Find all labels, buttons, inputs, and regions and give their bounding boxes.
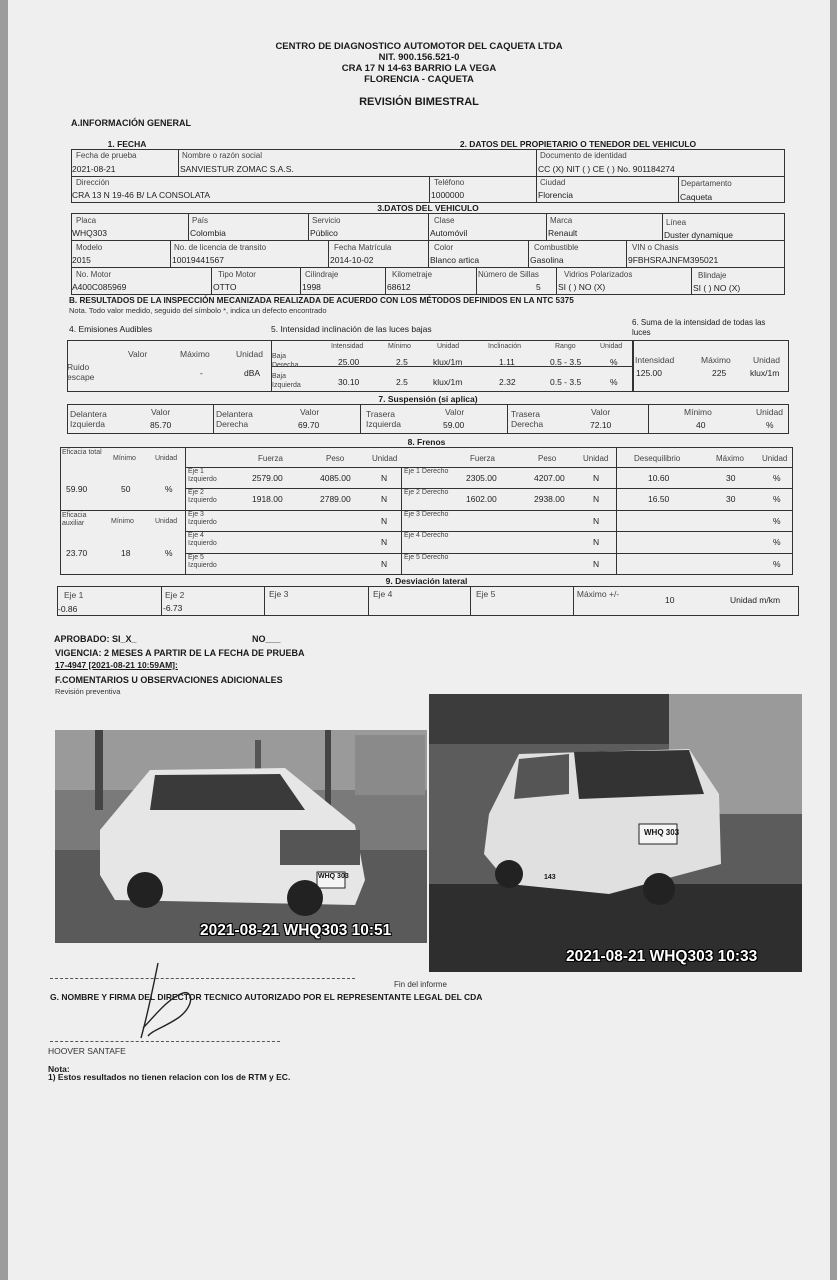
brake-row-4-izq-label: Eje 4 Izquierdo xyxy=(188,532,217,547)
clase-label: Clase xyxy=(434,216,455,225)
company-city: FLORENCIA - CAQUETA xyxy=(364,74,474,85)
report-title: REVISIÓN BIMESTRAL xyxy=(359,96,479,108)
susp-4-label: Trasera Derecha xyxy=(511,409,544,429)
brake-row-1-unit-der: N xyxy=(593,473,600,483)
nota-label: Nota: xyxy=(48,1064,70,1074)
vehicle-photo-rear xyxy=(429,694,802,972)
desv-eje5-label: Eje 5 xyxy=(476,589,496,599)
motor-value: A400C085969 xyxy=(72,282,127,292)
luces-col-inclinacion: Inclinación xyxy=(488,343,522,350)
desv-eje1-value: -0.86 xyxy=(58,604,78,614)
aprobado-si: APROBADO: SI_X_ xyxy=(54,634,137,644)
tipomotor-value: OTTO xyxy=(213,282,237,292)
car-rear-illustration xyxy=(429,694,802,972)
suma-luces-heading: 6. Suma de la intensidad de todas las luces xyxy=(632,318,766,337)
propietario-heading: 2. DATOS DEL PROPIETARIO O TENEDOR DEL VEHICULO xyxy=(459,139,697,149)
comentarios-text: Revisión preventiva xyxy=(55,687,121,696)
suma-maximo-label: Máximo xyxy=(701,355,731,365)
luces-row2-unidad: klux/1m xyxy=(433,377,463,387)
brake-row-1-fuerza-der: 2305.00 xyxy=(466,473,497,483)
emis-valor-label: Valor xyxy=(128,349,148,359)
combustible-value: Gasolina xyxy=(530,255,564,265)
aprobado-no: NO___ xyxy=(252,634,281,644)
susp-3-label: Trasera Izquierda xyxy=(366,409,401,429)
licencia-value: 10019441567 xyxy=(172,255,225,265)
emis-unidad: dBA xyxy=(244,368,261,378)
brake-row-2-peso-der: 2938.00 xyxy=(534,494,565,504)
brake-row-1-maximo: 30 xyxy=(726,473,736,483)
efic-total-unit-label: Unidad xyxy=(155,455,178,462)
susp-unidad-label: Unidad xyxy=(756,407,783,417)
efic-aux-label: Eficacia auxiliar xyxy=(62,512,87,527)
vidrios-label: Vidrios Polarizados xyxy=(564,270,633,279)
luces-col-rango: Rango xyxy=(555,343,576,350)
efic-total-min: 50 xyxy=(121,484,131,494)
servicio-value: Público xyxy=(310,228,338,238)
signature-mark xyxy=(123,958,203,1053)
brake-row-1-peso-der: 4207.00 xyxy=(534,473,565,483)
company-name: CENTRO DE DIAGNOSTICO AUTOMOTOR DEL CAQUETA LTDA xyxy=(275,41,563,52)
brake-row-1-peso-izq: 4085.00 xyxy=(320,473,351,483)
susp-2-value: 69.70 xyxy=(298,420,320,430)
sillas-label: Número de Sillas xyxy=(478,270,539,279)
frenos-peso-label-d: Peso xyxy=(538,454,557,463)
brake-row-2-fuerza-izq: 1918.00 xyxy=(252,494,283,504)
nota-text: 1) Estos resultados no tienen relacion con los de RTM y EC. xyxy=(48,1072,291,1082)
linea-value: Duster dynamique xyxy=(664,230,733,240)
desv-eje2-value: -6.73 xyxy=(163,603,183,613)
pais-label: País xyxy=(192,216,209,225)
pais-value: Colombia xyxy=(190,228,226,238)
luces-col-unidad: Unidad xyxy=(437,343,460,350)
luces-col-minimo: Mínimo xyxy=(388,343,411,350)
brake-row-1-desequilibrio: 10.60 xyxy=(648,473,670,483)
brake-row-5-unit-der: N xyxy=(593,559,600,569)
luces-col-intensidad: Intensidad xyxy=(331,343,364,350)
brake-row-1-unidad: % xyxy=(773,473,781,483)
efic-total-min-label: Mínimo xyxy=(113,455,136,462)
brake-row-4-unidad: % xyxy=(773,537,781,547)
suma-luces-box xyxy=(632,340,789,392)
linea-label: Línea xyxy=(666,218,687,227)
photo-rear-timestamp: 2021-08-21 WHQ303 10:33 xyxy=(566,948,758,965)
vin-label: VIN o Chasis xyxy=(632,243,679,252)
luces-row2-intensidad: 30.10 xyxy=(338,377,360,387)
efic-total-label: Eficacia total xyxy=(62,449,102,456)
brake-row-2-izq-label: Eje 2 Izquierdo xyxy=(188,489,217,504)
tipomotor-label: Tipo Motor xyxy=(218,270,256,279)
color-label: Color xyxy=(434,243,454,252)
owner-doc-label: Documento de identidad xyxy=(540,151,627,160)
efic-total-unit: % xyxy=(165,484,173,494)
luces-row1-inclinacion: 1.11 xyxy=(499,357,515,367)
susp-minimo: 40 xyxy=(696,420,706,430)
placa-label: Placa xyxy=(76,216,97,225)
brake-row-3-izq-label: Eje 3 Izquierdo xyxy=(188,511,217,526)
blindaje-value: SI ( ) NO (X) xyxy=(693,283,741,293)
suma-unidad-label: Unidad xyxy=(753,355,780,365)
owner-dept-value: Caqueta xyxy=(680,192,713,202)
marca-label: Marca xyxy=(550,216,573,225)
susp-4-value: 72.10 xyxy=(590,420,612,430)
blindaje-label: Blindaje xyxy=(698,271,727,280)
luces-row2-minimo: 2.5 xyxy=(396,377,408,387)
luces-row2-label: Baja Izquierda xyxy=(272,373,301,389)
firma-label: G. NOMBRE Y FIRMA DEL DIRECTOR TECNICO AUTORIZADO POR EL REPRESENTANTE LEGAL DEL CDA xyxy=(50,992,483,1002)
results-heading: B. RESULTADOS DE LA INSPECCIÓN MECANIZADA REALIZADA DE ACUERDO CON LOS MÉTODOS DEFINIDOS EN LA NTC 5375 xyxy=(69,296,574,305)
susp-1-label: Delantera Izquierda xyxy=(70,409,107,429)
susp-3-valor-label: Valor xyxy=(445,407,465,417)
efic-aux-min: 18 xyxy=(121,548,131,558)
luces-row1-unidad2: % xyxy=(610,357,618,367)
emis-maximo-label: Máximo xyxy=(180,349,210,359)
brake-row-4-unit-izq: N xyxy=(381,537,388,547)
suspension-box xyxy=(67,404,789,434)
owner-name-value: SANVIESTUR ZOMAC S.A.S. xyxy=(180,164,294,174)
brake-row-1-fuerza-izq: 2579.00 xyxy=(252,473,283,483)
sillas-value: 5 xyxy=(536,282,541,292)
efic-aux-unit-label: Unidad xyxy=(155,518,178,525)
brake-row-1-der-label: Eje 1 Derecho xyxy=(404,468,449,475)
suma-intensidad: 125.00 xyxy=(636,368,662,378)
brake-row-3-unit-izq: N xyxy=(381,516,388,526)
licencia-label: No. de licencia de transito xyxy=(174,243,267,252)
desv-maximo-label: Máximo +/- xyxy=(576,589,620,599)
luces-row2-unidad2: % xyxy=(610,377,618,387)
frenos-unidad-label: Unidad xyxy=(762,454,788,463)
susp-unidad: % xyxy=(766,420,774,430)
owner-address-label: Dirección xyxy=(76,178,110,187)
company-address: CRA 17 N 14-63 BARRIO LA VEGA xyxy=(341,63,497,74)
photo-front-timestamp: 2021-08-21 WHQ303 10:51 xyxy=(200,922,392,939)
fecha-heading: 1. FECHA xyxy=(107,139,147,149)
efic-aux-min-label: Mínimo xyxy=(111,518,134,525)
brake-row-2-der-label: Eje 2 Derecho xyxy=(404,489,449,496)
vin-value: 9FBHSRAJNFM395021 xyxy=(628,255,719,265)
owner-doc-value: CC (X) NIT ( ) CE ( ) No. 901184274 xyxy=(538,164,675,174)
frenos-fuerza-label-d: Fuerza xyxy=(470,454,495,463)
luces-col-unidad2: Unidad xyxy=(600,343,623,350)
vehicle-photo-front xyxy=(55,730,427,943)
clase-value: Automóvil xyxy=(430,228,468,238)
frenos-deseq-label: Desequilibrio xyxy=(634,454,681,463)
desv-eje4-label: Eje 4 xyxy=(373,589,393,599)
frenos-unidad-label-i: Unidad xyxy=(372,454,398,463)
brake-row-2-fuerza-der: 1602.00 xyxy=(466,494,497,504)
brake-row-2-maximo: 30 xyxy=(726,494,736,504)
motor-label: No. Motor xyxy=(76,270,112,279)
susp-1-value: 85.70 xyxy=(150,420,172,430)
director-name: HOOVER SANTAFE xyxy=(48,1046,126,1056)
suma-maximo: 225 xyxy=(712,368,727,378)
desv-maximo: 10 xyxy=(665,595,675,605)
luces-row2-inclinacion: 2.32 xyxy=(499,377,516,387)
cilindraje-label: Cilindraje xyxy=(305,270,339,279)
emis-row-label: Ruido escape xyxy=(67,362,95,382)
desv-eje3-label: Eje 3 xyxy=(269,589,289,599)
desviacion-heading: 9. Desviación lateral xyxy=(385,576,468,586)
matricula-label: Fecha Matrícula xyxy=(334,243,392,252)
emisiones-heading: 4. Emisiones Audibles xyxy=(69,324,153,334)
luces-row1-intensidad: 25.00 xyxy=(338,357,360,367)
section-a-heading: A.INFORMACIÓN GENERAL xyxy=(71,118,191,128)
matricula-value: 2014-10-02 xyxy=(330,255,374,265)
company-nit: NIT. 900.156.521-0 xyxy=(378,52,460,63)
efic-aux-value: 23.70 xyxy=(66,548,88,558)
modelo-value: 2015 xyxy=(72,255,91,265)
luces-row1-unidad: klux/1m xyxy=(433,357,463,367)
vehiculo-heading: 3.DATOS DEL VEHICULO xyxy=(377,203,479,213)
fin-informe: Fin del informe xyxy=(394,980,447,989)
color-value: Blanco artica xyxy=(430,255,480,265)
brake-row-3-der-label: Eje 3 Derecho xyxy=(404,511,449,518)
luces-row1-label: Baja Derecha xyxy=(272,353,299,369)
desv-unidad: Unidad m/km xyxy=(730,595,781,605)
susp-1-valor-label: Valor xyxy=(151,407,171,417)
car-front-illustration xyxy=(55,730,427,943)
owner-name-label: Nombre o razón social xyxy=(182,151,263,160)
owner-phone-value: 1000000 xyxy=(431,190,465,200)
susp-2-valor-label: Valor xyxy=(300,407,320,417)
brake-row-3-unidad: % xyxy=(773,516,781,526)
results-note: Nota. Todo valor medido, seguido del símbolo *, indica un defecto encontrado xyxy=(69,306,327,315)
luces-row1-minimo: 2.5 xyxy=(396,357,408,367)
frenos-fuerza-label-i: Fuerza xyxy=(258,454,283,463)
susp-3-value: 59.00 xyxy=(443,420,465,430)
owner-city-label: Ciudad xyxy=(540,178,566,187)
cilindraje-value: 1998 xyxy=(302,282,321,292)
brake-row-2-unit-der: N xyxy=(593,494,600,504)
emis-maximo: - xyxy=(200,368,203,378)
vigencia-code: 17-4947 [2021-08-21 10:59AM]: xyxy=(55,660,178,670)
desv-eje1-label: Eje 1 xyxy=(64,590,84,600)
km-label: Kilometraje xyxy=(392,270,433,279)
frenos-heading: 8. Frenos xyxy=(407,437,446,447)
suspension-heading: 7. Suspensión (si aplica) xyxy=(378,394,478,404)
comentarios-heading: F.COMENTARIOS U OBSERVACIONES ADICIONALES xyxy=(55,675,283,685)
marca-value: Renault xyxy=(548,228,578,238)
combustible-label: Combustible xyxy=(534,243,579,252)
brake-row-5-izq-label: Eje 5 Izquierdo xyxy=(188,554,217,569)
brake-row-4-der-label: Eje 4 Derecho xyxy=(404,532,449,539)
suma-intensidad-label: Intensidad xyxy=(635,355,675,365)
brake-row-2-desequilibrio: 16.50 xyxy=(648,494,670,504)
modelo-label: Modelo xyxy=(76,243,103,252)
luces-row1-rango: 0.5 - 3.5 xyxy=(550,357,582,367)
frenos-peso-label-i: Peso xyxy=(326,454,345,463)
fecha-value: 2021-08-21 xyxy=(72,164,116,174)
vidrios-value: SI ( ) NO (X) xyxy=(558,282,606,292)
brake-row-5-unidad: % xyxy=(773,559,781,569)
emis-unidad-label: Unidad xyxy=(236,349,263,359)
rear-unit-number: 143 xyxy=(544,874,556,881)
frenos-unidad-label-d: Unidad xyxy=(583,454,609,463)
frenos-maximo-label: Máximo xyxy=(716,454,745,463)
efic-total-value: 59.90 xyxy=(66,484,88,494)
susp-2-label: Delantera Derecha xyxy=(216,409,253,429)
susp-minimo-label: Mínimo xyxy=(684,407,712,417)
susp-4-valor-label: Valor xyxy=(591,407,611,417)
placa-value: WHQ303 xyxy=(72,228,107,238)
brake-row-4-unit-der: N xyxy=(593,537,600,547)
brake-row-3-unit-der: N xyxy=(593,516,600,526)
brake-row-1-izq-label: Eje 1 Izquierdo xyxy=(188,468,217,483)
brake-row-5-der-label: Eje 5 Derecho xyxy=(404,554,449,561)
owner-city-value: Florencia xyxy=(538,190,573,200)
inspection-report-sheet xyxy=(8,0,830,1280)
owner-address-value: CRA 13 N 19-46 B/ LA CONSOLATA xyxy=(72,190,211,200)
efic-aux-unit: % xyxy=(165,548,173,558)
brake-row-5-unit-izq: N xyxy=(381,559,388,569)
fecha-label: Fecha de prueba xyxy=(76,151,137,160)
luces-heading: 5. Intensidad inclinación de las luces bajas xyxy=(271,324,432,334)
owner-dept-label: Departamento xyxy=(681,179,732,188)
brake-row-2-unidad: % xyxy=(773,494,781,504)
luces-row2-rango: 0.5 - 3.5 xyxy=(550,377,582,387)
brake-row-1-unit-izq: N xyxy=(381,473,388,483)
rear-plate-text: WHQ 303 xyxy=(644,828,680,837)
front-plate-text: WHQ 303 xyxy=(318,873,349,880)
servicio-label: Servicio xyxy=(312,216,341,225)
desv-eje2-label: Eje 2 xyxy=(165,590,185,600)
brake-row-2-peso-izq: 2789.00 xyxy=(320,494,351,504)
vigencia: VIGENCIA: 2 MESES A PARTIR DE LA FECHA DE PRUEBA xyxy=(55,648,305,658)
km-value: 68612 xyxy=(387,282,411,292)
suma-unidad: klux/1m xyxy=(750,368,780,378)
brake-row-2-unit-izq: N xyxy=(381,494,388,504)
owner-phone-label: Teléfono xyxy=(434,178,465,187)
